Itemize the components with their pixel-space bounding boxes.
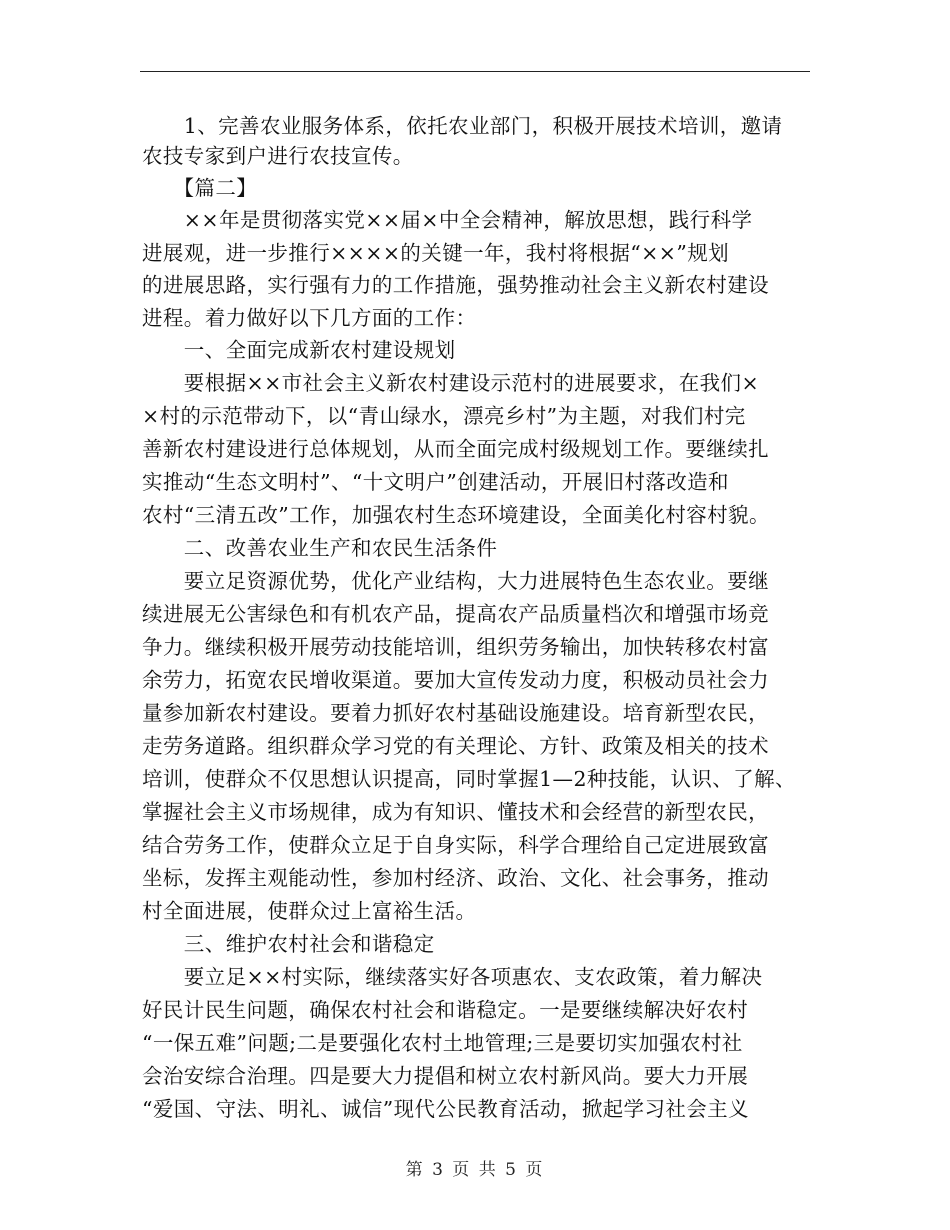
- text-line: 续进展无公害绿色和有机农产品，提高农产品质量档次和增强市场竞: [142, 602, 769, 626]
- text-line: 进展观，进一步推行××××的关键一年，我村将根据“××”规划: [142, 241, 730, 265]
- text-line: 会治安综合治理。四是要大力提倡和树立农村新风尚。要大力开展: [142, 1064, 749, 1088]
- text-line: 三、维护农村社会和谐稳定: [142, 932, 435, 956]
- text-line: 【篇二】: [142, 176, 258, 200]
- page-number-footer: 第 3 页 共 5 页: [405, 1160, 545, 1180]
- text-line: 实推动“生态文明村”、“十文明户”创建活动，开展旧村落改造和: [142, 470, 729, 494]
- text-line: 好民计民生问题，确保农村社会和谐稳定。一是要继续解决好农村: [142, 998, 749, 1022]
- text-line: 农技专家到户进行农技宣传。: [142, 144, 414, 168]
- text-line: 结合劳务工作，使群众立足于自身实际，科学合理给自己定进展致富: [142, 833, 769, 857]
- text-line: 1、完善农业服务体系，依托农业部门，积极开展技术培训，邀请: [142, 114, 783, 138]
- text-line: 坐标，发挥主观能动性，参加村经济、政治、文化、社会事务，推动: [142, 866, 769, 890]
- text-line: 余劳力，拓宽农民增收渠道。要加大宣传发动力度，积极动员社会力: [142, 668, 769, 692]
- header-rule: [140, 71, 810, 72]
- text-line: ×村的示范带动下，以“青山绿水，漂亮乡村”为主题，对我们村完: [142, 404, 746, 428]
- text-line: “一保五难”问题;二是要强化农村土地管理;三是要切实加强农村社: [142, 1031, 743, 1055]
- text-line: 要立足资源优势，优化产业结构，大力进展特色生态农业。要继: [142, 569, 769, 593]
- text-line: 走劳务道路。组织群众学习党的有关理论、方针、政策及相关的技术: [142, 734, 769, 758]
- text-line: 掌握社会主义市场规律，成为有知识、懂技术和会经营的新型农民，: [142, 800, 769, 824]
- text-line: “爱国、守法、明礼、诚信”现代公民教育活动，掀起学习社会主义: [142, 1097, 749, 1121]
- text-line: 培训，使群众不仅思想认识提高，同时掌握1—2种技能，认识、了解、: [142, 767, 796, 791]
- text-line: 二、改善农业生产和农民生活条件: [142, 536, 498, 560]
- text-line: 村全面进展，使群众过上富裕生活。: [142, 899, 477, 923]
- text-line: 善新农村建设进行总体规划，从而全面完成村级规划工作。要继续扎: [142, 437, 769, 461]
- text-line: 量参加新农村建设。要着力抓好农村基础设施建设。培育新型农民，: [142, 701, 769, 725]
- text-line: ××年是贯彻落实党××届×中全会精神，解放思想，践行科学: [142, 208, 753, 232]
- text-line: 要立足××村实际，继续落实好各项惠农、支农政策，着力解决: [142, 965, 763, 989]
- text-line: 的进展思路，实行强有力的工作措施，强势推动社会主义新农村建设: [142, 273, 769, 297]
- text-line: 一、全面完成新农村建设规划: [142, 338, 456, 362]
- text-line: 农村“三清五改”工作，加强农村生态环境建设，全面美化村容村貌。: [142, 503, 770, 527]
- text-line: 要根据××市社会主义新农村建设示范村的进展要求，在我们×: [142, 371, 760, 395]
- text-line: 争力。继续积极开展劳动技能培训，组织劳务输出，加快转移农村富: [142, 635, 769, 659]
- text-line: 进程。着力做好以下几方面的工作：: [142, 306, 477, 330]
